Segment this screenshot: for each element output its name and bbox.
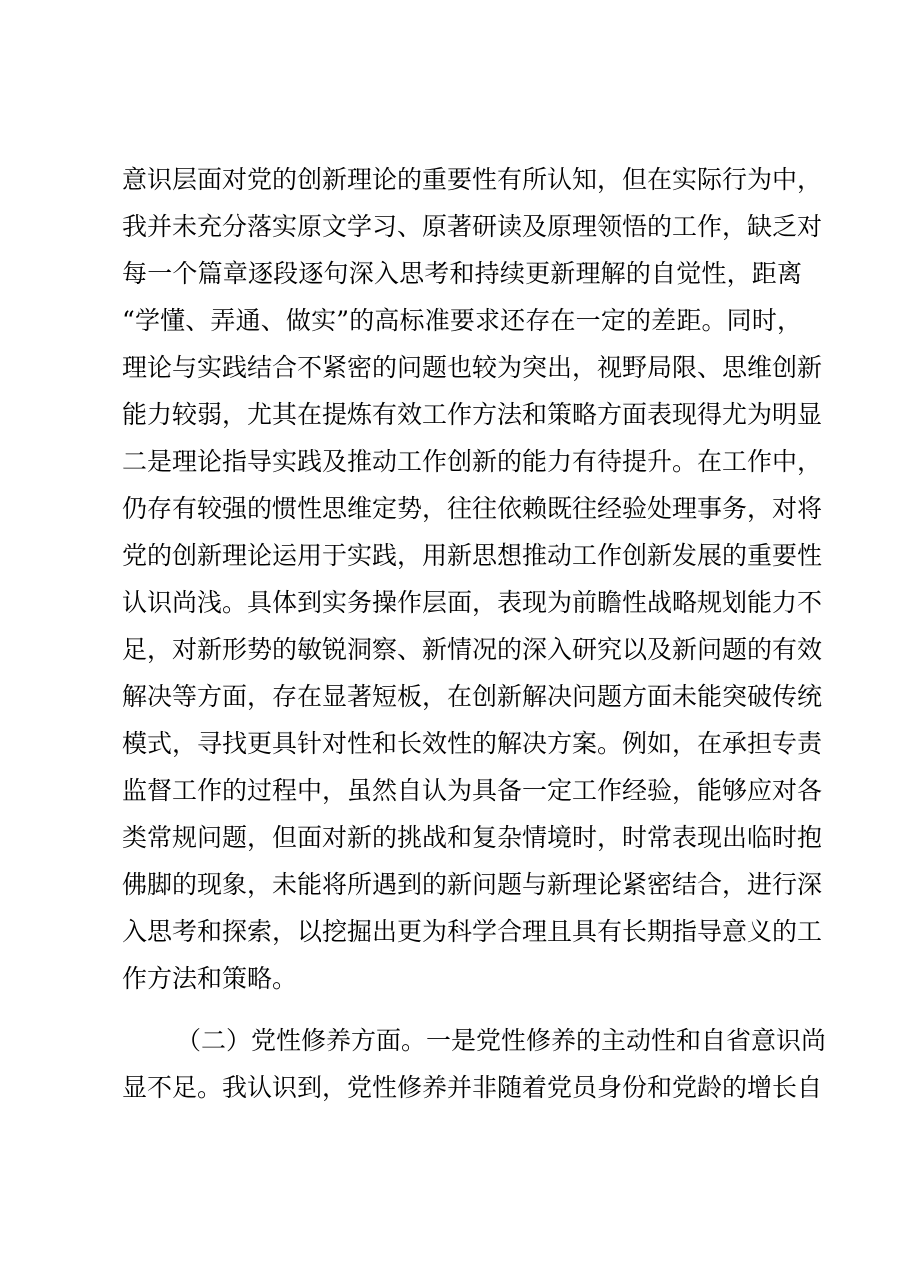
text-line: 模式，寻找更具针对性和长效性的解决方案。例如，在承担专责 bbox=[122, 729, 823, 758]
text-line: 显不足。我认识到，党性修养并非随着党员身份和党龄的增长自 bbox=[122, 1073, 823, 1102]
section-heading-line: （二）党性修养方面。一是党性修养的主动性和自省意识尚 bbox=[176, 1026, 827, 1055]
text-line: 我并未充分落实原文学习、原著研读及原理领悟的工作，缺乏对 bbox=[122, 212, 823, 241]
text-line: 作方法和策略。 bbox=[122, 964, 298, 993]
text-line: 认识尚浅。具体到实务操作层面，表现为前瞻性战略规划能力不 bbox=[122, 588, 823, 617]
text-line: 类常规问题，但面对新的挑战和复杂情境时，时常表现出临时抱 bbox=[122, 823, 823, 852]
text-line: “学懂、弄通、做实”的高标准要求还存在一定的差距。同时， bbox=[122, 306, 802, 335]
text-line: 足，对新形势的敏锐洞察、新情况的深入研究以及新问题的有效 bbox=[122, 635, 823, 664]
text-line: 解决等方面，存在显著短板，在创新解决问题方面未能突破传统 bbox=[122, 682, 823, 711]
text-line: 二是理论指导实践及推动工作创新的能力有待提升。在工作中， bbox=[122, 447, 823, 476]
text-line: 党的创新理论运用于实践，用新思想推动工作创新发展的重要性 bbox=[122, 541, 823, 570]
text-line: 监督工作的过程中，虽然自认为具备一定工作经验，能够应对各 bbox=[122, 776, 823, 805]
text-line: 每一个篇章逐段逐句深入思考和持续更新理解的自觉性，距离 bbox=[122, 259, 802, 288]
text-line: 佛脚的现象，未能将所遇到的新问题与新理论紧密结合，进行深 bbox=[122, 870, 823, 899]
text-line: 仍存有较强的惯性思维定势，往往依赖既往经验处理事务，对将 bbox=[122, 494, 823, 523]
text-line: 理论与实践结合不紧密的问题也较为突出，视野局限、思维创新 bbox=[122, 353, 823, 382]
text-line: 意识层面对党的创新理论的重要性有所认知，但在实际行为中， bbox=[122, 165, 823, 194]
text-line: 入思考和探索，以挖掘出更为科学合理且具有长期指导意义的工 bbox=[122, 917, 823, 946]
text-line: 能力较弱，尤其在提炼有效工作方法和策略方面表现得尤为明显 bbox=[122, 400, 823, 429]
